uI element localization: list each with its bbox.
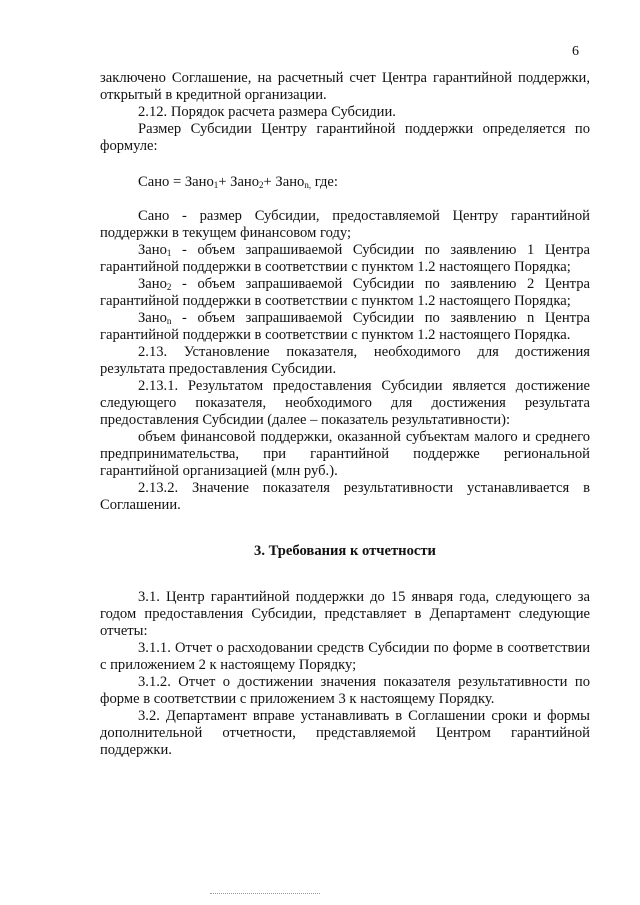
paragraph-indicator: объем финансовой поддержки, оказанной субъектам малого и среднего предпринимательства, при гарантийной поддержке региональной гарантийной организацией (млн руб.). — [100, 429, 590, 479]
definition-zano-1 — [100, 242, 590, 276]
paragraph-3-2: 3.2. Департамент вправе устанавливать в Соглашении сроки и формы дополнительной отчетности, представляемой Центром гарантийной поддержки. — [100, 708, 590, 758]
formula-part: + Зано — [263, 174, 305, 190]
paragraph-formula-intro: Размер Субсидии Центру гарантийной поддержки определяется по формуле: — [100, 121, 590, 154]
paragraph-3-1-1: 3.1.1. Отчет о расходовании средств Субсидии по форме в соответствии с приложением 2 к настоящему Порядку; — [100, 640, 590, 673]
term: Зано — [138, 242, 167, 258]
term-sub: 1 — [166, 248, 172, 258]
term-definition: - объем запрашиваемой Субсидии по заявлению 2 Центра гарантийной поддержки в соответствии с пунктом 1.2 настоящего Порядка; — [100, 276, 590, 309]
section-heading: 3. Требования к отчетности — [254, 543, 436, 559]
subsidy-formula — [100, 174, 590, 191]
formula-part: где: — [311, 174, 338, 190]
paragraph-2-13-1: 2.13.1. Результатом предоставления Субсидии является достижение следующего показателя, необходимого для достижения результата предоставления Субсидии (далее – показатель результативности): — [100, 378, 590, 428]
paragraph-3-1-2: 3.1.2. Отчет о достижении значения показателя результативности по форме в соответствии с приложением 3 к настоящему Порядку. — [100, 674, 590, 707]
term: Зано — [138, 310, 167, 326]
document-body — [100, 70, 590, 759]
term-definition: - объем запрашиваемой Субсидии по заявлению 1 Центра гарантийной поддержки в соответствии с пунктом 1.2 настоящего Порядка; — [100, 242, 590, 275]
formula-part: + Зано — [218, 174, 260, 190]
formula-sub: n, — [304, 180, 312, 190]
page-number: 6 — [572, 44, 579, 59]
paragraph-2-12: 2.12. Порядок расчета размера Субсидии. — [138, 104, 396, 120]
formula-sub: 2 — [259, 180, 264, 190]
term-sub: n — [166, 316, 172, 326]
paragraph-2-13: 2.13. Установление показателя, необходимого для достижения результата предоставления Субсидии. — [100, 344, 590, 377]
scan-artifact — [210, 893, 320, 898]
paragraph-continuation: заключено Соглашение, на расчетный счет Центра гарантийной поддержки, открытый в кредитной организации. — [100, 70, 590, 103]
formula-sub: 1 — [213, 180, 219, 190]
definition-zano-2 — [100, 276, 590, 310]
term-sub: 2 — [166, 282, 172, 292]
paragraph-2-13-2: 2.13.2. Значение показателя результативности устанавливается в Соглашении. — [100, 480, 590, 513]
paragraph-3-1: 3.1. Центр гарантийной поддержки до 15 января года, следующего за годом предоставления Субсидии, представляет в Департамент следующие отчеты: — [100, 589, 590, 639]
formula-part: Сано = Зано — [138, 174, 214, 190]
term-definition: - объем запрашиваемой Субсидии по заявлению n Центра гарантийной поддержки в соответствии с пунктом 1.2 настоящего Порядка. — [100, 310, 590, 343]
definition-zano-n — [100, 310, 590, 344]
term: Зано — [138, 276, 167, 292]
definition-sano: Сано - размер Субсидии, предоставляемой Центру гарантийной поддержки в текущем финансовом году; — [100, 208, 590, 241]
